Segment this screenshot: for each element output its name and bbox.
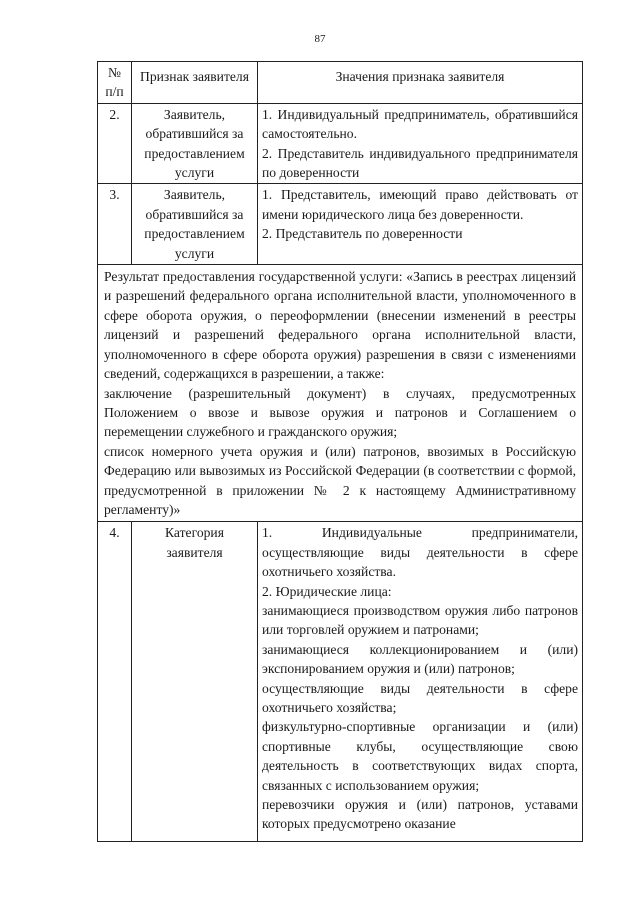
table-row <box>98 103 583 184</box>
table-row <box>98 184 583 265</box>
value-item: занимающиеся коллекционированием и (или) экспонированием оружия и (или) патронов; <box>262 641 578 677</box>
row-num: 2. <box>98 103 132 184</box>
row-values <box>258 522 583 842</box>
row-num: 3. <box>98 184 132 265</box>
row-attribute: Заявитель, обратившийся за предоставлением услуги <box>132 103 258 184</box>
result-paragraph: заключение (разрешительный документ) в случаях, предусмотренных Положением о ввозе и вывозе оружия и патронов и Соглашением о перемещении служебного и гражданского оружия; <box>104 385 576 440</box>
applicant-attributes-table <box>97 61 583 842</box>
result-paragraph: список номерного учета оружия и (или) патронов, ввозимых в Российскую Федерацию или вывозимых из Российской Федерации (в соответствии с формой, предусмотренной в приложении № 2 к настоящему Административному регламенту)» <box>104 443 576 517</box>
header-attribute: Признак заявителя <box>132 62 258 104</box>
service-result-cell <box>98 265 583 522</box>
table-header-row <box>98 62 583 104</box>
result-paragraph: Результат предоставления государственной услуги: «Запись в реестрах лицензий и разрешений федерального органа исполнительной власти, уполномоченного в сфере оборота оружия, о переоформлении (внесении изменений в реестры лицензий и разрешений федерального органа исполнительной власти, уполномоченного в сфере оборота оружия) разрешения в связи с изменениями сведений, содержащихся в разрешении, а также: <box>104 269 576 382</box>
header-values: Значения признака заявителя <box>258 62 583 104</box>
row-values <box>258 103 583 184</box>
row-num: 4. <box>98 522 132 842</box>
value-item: 1. Представитель, имеющий право действовать от имени юридического лица без доверенности. <box>262 187 578 222</box>
row-values <box>258 184 583 265</box>
result-row <box>98 265 583 522</box>
value-item: осуществляющие виды деятельности в сфере охотничьего хозяйства; <box>262 680 578 715</box>
page-number: 87 <box>314 33 326 45</box>
header-num: № п/п <box>98 62 132 104</box>
value-item: 2. Юридические лица: <box>262 583 392 599</box>
value-item: занимающиеся производством оружия либо патронов или торговлей оружием и патронами; <box>262 602 578 638</box>
value-item: физкультурно-спортивные организации и (или) спортивные клубы, осуществляющие свою деятельность в соответствующих видах спорта, связанных с использованием оружия; <box>262 719 578 793</box>
value-item: 1. Индивидуальные предприниматели, осуществляющие виды деятельности в сфере охотничьего хозяйства. <box>262 525 578 580</box>
value-item: перевозчики оружия и (или) патронов, уставами которых предусмотрено оказание <box>262 797 578 832</box>
row-attribute: Заявитель, обратившийся за предоставлением услуги <box>132 184 258 265</box>
value-item: 2. Представитель по доверенности <box>262 226 463 242</box>
value-item: 2. Представитель индивидуального предпринимателя по доверенности <box>262 145 578 181</box>
table-row <box>98 522 583 842</box>
value-item: 1. Индивидуальный предприниматель, обратившийся самостоятельно. <box>262 106 578 142</box>
row-attribute: Категория заявителя <box>132 522 258 842</box>
